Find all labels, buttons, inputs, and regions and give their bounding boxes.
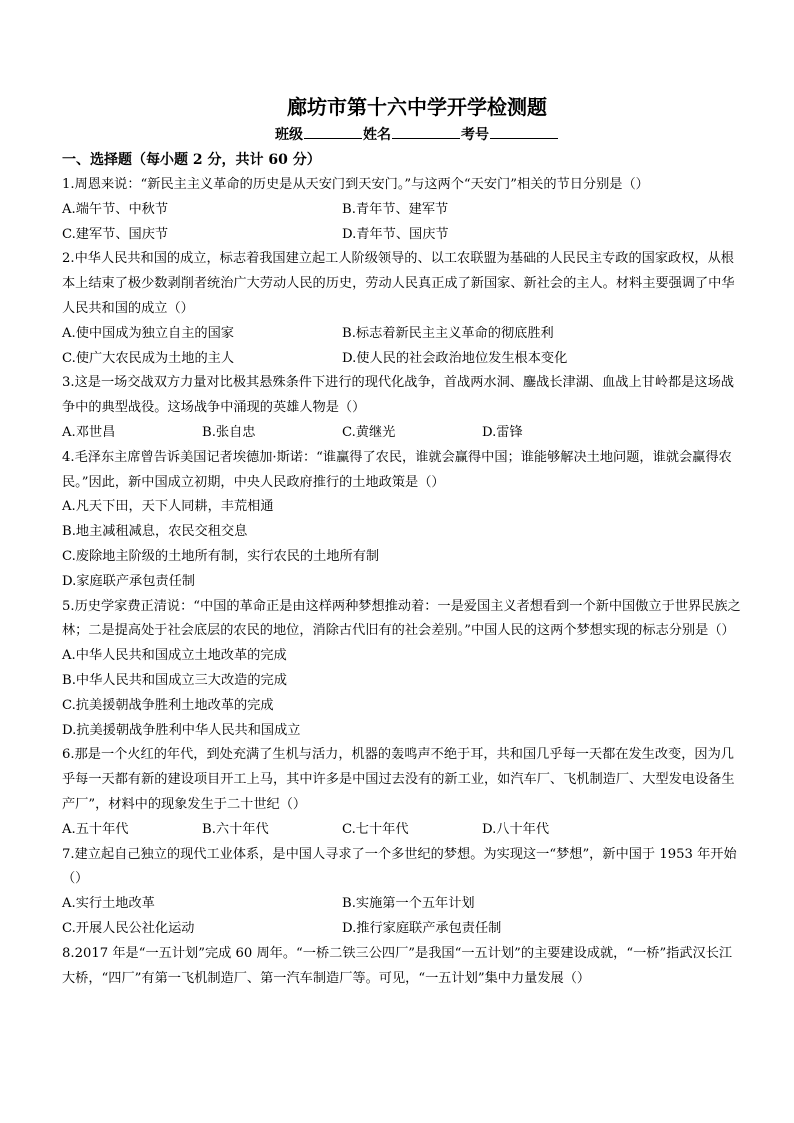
option-a: A.实行土地改革 (62, 896, 155, 912)
option-a: A.端午节、中秋节 (62, 201, 169, 217)
option-a: A.凡天下田，天下人同耕，丰荒相通 (62, 499, 274, 515)
option-a: A.中华人民共和国成立土地改革的完成 (62, 648, 287, 664)
question-4 (62, 446, 742, 595)
option-c: C.开展人民公社化运动 (62, 920, 195, 936)
option-d: D.青年节、国庆节 (342, 226, 449, 242)
option-c: C.建军节、国庆节 (62, 226, 169, 242)
page-title: 廊坊市第十六中学开学检测题 (287, 95, 547, 119)
question-stem: 5.历史学家费正清说：“中国的革命正是由这样两种梦想推动着：一是爱国主义者想看到一个新中国傲立于世界民族之林；二是提高处于社会底层的农民的地位，消除古代旧有的社会差别。”中国人民的这两个梦想实现的标志分别是（） (62, 598, 741, 639)
option-b: B.张自忠 (202, 424, 256, 440)
question-stem: 1.周恩来说：“新民主主义革命的历史是从天安门到天安门。”与这两个“天安门”相关的节日分别是（） (62, 177, 649, 192)
question-8 (62, 942, 742, 992)
student-info-line (92, 122, 742, 148)
option-c: C.使广大农民成为土地的主人 (62, 350, 235, 366)
option-c: C.七十年代 (342, 821, 409, 837)
option-d: D.抗美援朝战争胜利中华人民共和国成立 (62, 722, 301, 738)
option-d: D.推行家庭联产承包责任制 (342, 920, 502, 936)
question-1 (62, 173, 742, 247)
name-blank[interactable] (392, 124, 460, 139)
class-label: 班级 (275, 127, 303, 143)
option-b: B.中华人民共和国成立三大改造的完成 (62, 672, 287, 688)
question-5 (62, 595, 742, 744)
option-c: C.黄继光 (342, 424, 396, 440)
option-a: A.使中国成为独立自主的国家 (62, 325, 234, 341)
section-heading: 一、选择题（每小题 2 分，共计 60 分） (62, 152, 321, 168)
option-d: D.使人民的社会政治地位发生根本变化 (342, 350, 568, 366)
option-d: D.家庭联产承包责任制 (62, 573, 195, 589)
question-7 (62, 843, 742, 942)
option-b: B.地主减租减息，农民交租交息 (62, 524, 248, 540)
number-label: 考号 (461, 127, 489, 143)
exam-page (62, 92, 742, 991)
question-stem: 2.中华人民共和国的成立，标志着我国建立起工人阶级领导的、以工农联盟为基础的人民民主专政的国家政权，从根本上结束了极少数剥削者统治广大劳动人民的历史，劳动人民真正成了新国家、新社会的主人。材料主要强调了中华人民共和国的成立（） (62, 251, 735, 316)
option-b: B.青年节、建军节 (342, 201, 449, 217)
class-blank[interactable] (304, 124, 362, 139)
question-stem: 3.这是一场交战双方力量对比极其悬殊条件下进行的现代化战争，首战两水洞、鏖战长津湖、血战上甘岭都是这场战争中的典型战役。这场战争中涌现的英雄人物是（） (62, 375, 734, 416)
option-b: B.六十年代 (202, 821, 269, 837)
option-a: A.邓世昌 (62, 424, 116, 440)
option-c: C.抗美援朝战争胜利土地改革的完成 (62, 697, 274, 713)
option-d: D.八十年代 (482, 821, 550, 837)
question-stem: 6.那是一个火红的年代，到处充满了生机与活力，机器的轰鸣声不绝于耳，共和国几乎每一天都在发生改变，因为几乎每一天都有新的建设项目开工上马，其中许多是中国过去没有的新工业，如汽车厂、飞机制造厂、大型发电设备生产厂”，材料中的现象发生于二十世纪（） (62, 747, 735, 812)
option-b: B.标志着新民主主义革命的彻底胜利 (342, 325, 554, 341)
option-b: B.实施第一个五年计划 (342, 896, 475, 912)
question-stem: 8.2017 年是“一五计划”完成 60 周年。“一桥二铁三公四厂”是我国“一五计划”的主要建设成就，“一桥”指武汉长江大桥，“四厂”有第一飞机制造厂、第一汽车制造厂等。可见，“一五计划”集中力量发展（） (62, 945, 733, 986)
question-6 (62, 743, 742, 842)
option-a: A.五十年代 (62, 821, 129, 837)
question-3 (62, 371, 742, 445)
option-d: D.雷锋 (482, 424, 523, 440)
question-stem: 4.毛泽东主席曾告诉美国记者埃德加·斯诺：“谁赢得了农民，谁就会赢得中国；谁能够解决土地问题，谁就会赢得农民。”因此，新中国成立初期，中央人民政府推行的土地政策是（） (62, 449, 732, 490)
question-2 (62, 247, 742, 371)
name-label: 姓名 (363, 127, 391, 143)
option-c: C.废除地主阶级的土地所有制，实行农民的土地所有制 (62, 548, 380, 564)
number-blank[interactable] (490, 124, 558, 139)
question-stem: 7.建立起自己独立的现代工业体系，是中国人寻求了一个多世纪的梦想。为实现这一“梦想”，新中国于 1953 年开始（） (62, 846, 737, 887)
